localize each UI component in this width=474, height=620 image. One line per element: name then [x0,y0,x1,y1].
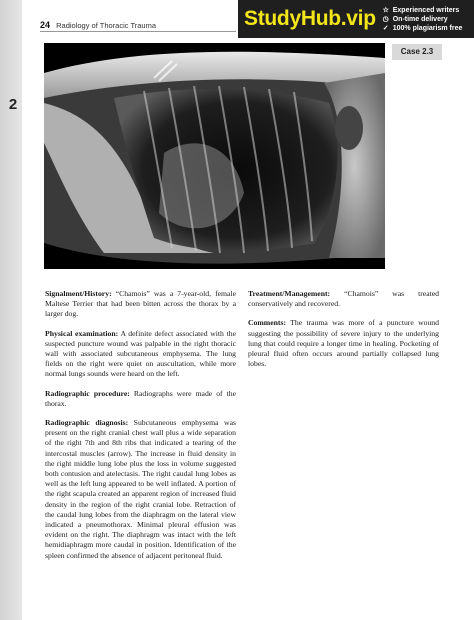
banner-feature-text: 100% plagiarism free [392,24,463,32]
physical-exam-paragraph [45,329,236,380]
promo-banner[interactable] [238,0,474,38]
chapter-number: 2 [8,96,18,113]
banner-logo[interactable]: StudyHub.vip [244,7,376,30]
banner-feature-text: Experienced writers [392,6,460,14]
left-text-column [45,289,236,570]
paragraph-heading: Physical examination: [45,328,119,338]
banner-feature [382,15,463,23]
right-text-column [248,289,439,378]
paragraph-body: The trauma was more of a puncture wound suggesting the possibility of severe injury to the underlying lung that could require a longer time in healing. Pocketing of pleural fluid often occurs around partially collapsed lung lobes. [248,318,439,369]
thoracic-radiograph [44,43,385,269]
banner-feature [382,6,463,14]
banner-feature-list [382,6,463,32]
diagnosis-paragraph [45,418,236,561]
star-icon: ☆ [382,7,389,14]
case-label: Case 2.3 [392,44,442,60]
paragraph-body: “Chamois” was a 7-year-old, female Maltese Terrier that had been bitten across the thorax by a larger dog. [45,289,236,319]
comments-paragraph [248,318,439,369]
chapter-tab-strip [0,0,22,620]
header-rule [40,31,236,32]
paragraph-body: “Chamois” was treated conservatively and recovered. [248,289,439,309]
paragraph-heading: Signalment/History: [45,289,112,298]
radiograph-image [44,43,385,269]
paragraph-heading: Comments: [248,318,287,328]
paragraph-body: Radiographs were made of the thorax. [45,388,236,408]
treatment-paragraph [248,289,439,309]
paragraph-body: Subcutaneous emphysema was present on the right cranial chest wall plus a wide separation of the right 7th and 8th ribs that indicated a tearing of the intercostal muscles (arrow). The increase in fluid density in the right middle lung lobe plus the loss in volume suggested both contusion and atelectasis. The right caudal lung lobes as well as the left lung appeared to be well inflated. A portion of the right scapula created an apparent region of increased fluid density in the region of the right cranial lobe. Retraction of the caudal lung lobes from the diaphragm on the lateral view indicated a pneumothorax. Minimal pleural effusion was evident on the right. The diaphragm was intact with the left hemidiaphragm more caudal in position. Identification of the spleen confirmed the absence of adjacent peritoneal fluid. [45,418,236,560]
paragraph-body: A definite defect associated with the suspected puncture wound was palpable in the right thoracic wall with associated subcutaneous emphysema. The lung fields on the right were quiet on auscultation, while more normal lungs sounds were heard on the left. [45,328,236,379]
signalment-paragraph [45,289,236,320]
banner-feature [382,24,463,32]
procedure-paragraph [45,389,236,409]
paragraph-heading: Radiographic procedure: [45,388,130,398]
check-icon: ✓ [382,25,389,32]
paragraph-heading: Radiographic diagnosis: [45,418,129,428]
running-title: Radiology of Thoracic Trauma [56,21,157,30]
page-number: 24 [40,20,51,30]
paragraph-heading: Treatment/Management: [248,289,331,298]
banner-feature-text: On-time delivery [392,15,448,23]
running-header [40,20,156,30]
clock-icon: ◷ [382,16,389,23]
